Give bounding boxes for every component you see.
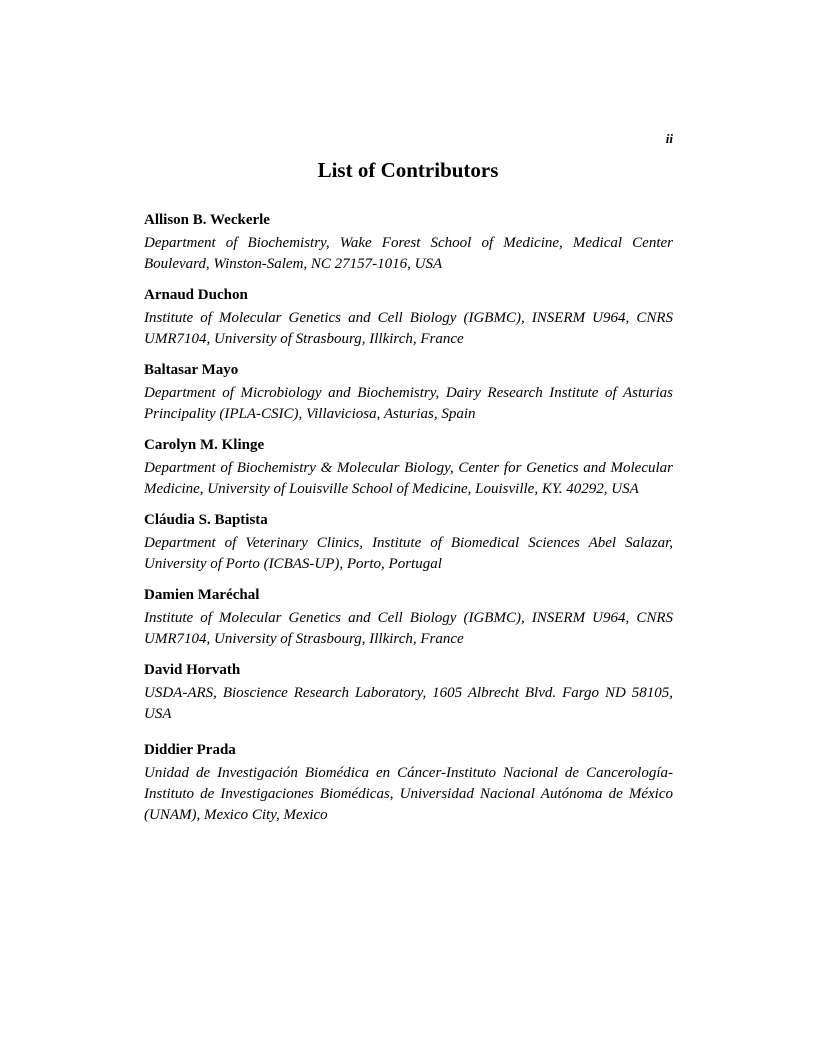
contributor-affiliation: Department of Biochemistry, Wake Forest School of Medicine, Medical Center Boulevard, Winston-Salem, NC 27157-1016, USA [144,235,673,272]
contributor-entry [144,740,673,826]
contributor-entry [144,435,673,500]
contributor-affiliation: Department of Veterinary Clinics, Institute of Biomedical Sciences Abel Salazar, University of Porto (ICBAS-UP), Porto, Portugal [144,535,673,572]
contributor-name: Arnaud Duchon [144,287,248,303]
contributor-name: Cláudia S. Baptista [144,512,268,528]
page-number: ii [665,131,673,146]
contributor-entry [144,285,673,350]
contributor-entry [144,510,673,575]
contributor-affiliation: Unidad de Investigación Biomédica en Cáncer-Instituto Nacional de Cancerología-Instituto de Investigaciones Biomédicas, Universidad Nacional Autónoma de México (UNAM), Mexico City, Mexico [144,765,673,823]
contributor-affiliation: Department of Microbiology and Biochemistry, Dairy Research Institute of Asturias Principality (IPLA-CSIC), Villaviciosa, Asturias, Spain [144,385,673,422]
contributor-affiliation: Department of Biochemistry & Molecular Biology, Center for Genetics and Molecular Medicine, University of Louisville School of Medicine, Louisville, KY. 40292, USA [144,460,673,497]
contributor-list [144,210,673,836]
contributor-entry [144,360,673,425]
contributor-name: Diddier Prada [144,742,236,758]
contributor-name: Damien Maréchal [144,587,260,603]
contributor-affiliation: USDA-ARS, Bioscience Research Laboratory, 1605 Albrecht Blvd. Fargo ND 58105, USA [144,685,673,722]
contributor-name: David Horvath [144,662,241,678]
contributor-affiliation: Institute of Molecular Genetics and Cell Biology (IGBMC), INSERM U964, CNRS UMR7104, University of Strasbourg, Illkirch, France [144,610,673,647]
contributor-affiliation: Institute of Molecular Genetics and Cell Biology (IGBMC), INSERM U964, CNRS UMR7104, University of Strasbourg, Illkirch, France [144,310,673,347]
contributor-entry [144,585,673,650]
contributor-name: Baltasar Mayo [144,362,239,378]
page-title: List of Contributors [317,158,499,182]
contributor-entry [144,210,673,275]
contributor-name: Allison B. Weckerle [144,212,270,228]
contributor-name: Carolyn M. Klinge [144,437,265,453]
contributor-entry [144,660,673,725]
